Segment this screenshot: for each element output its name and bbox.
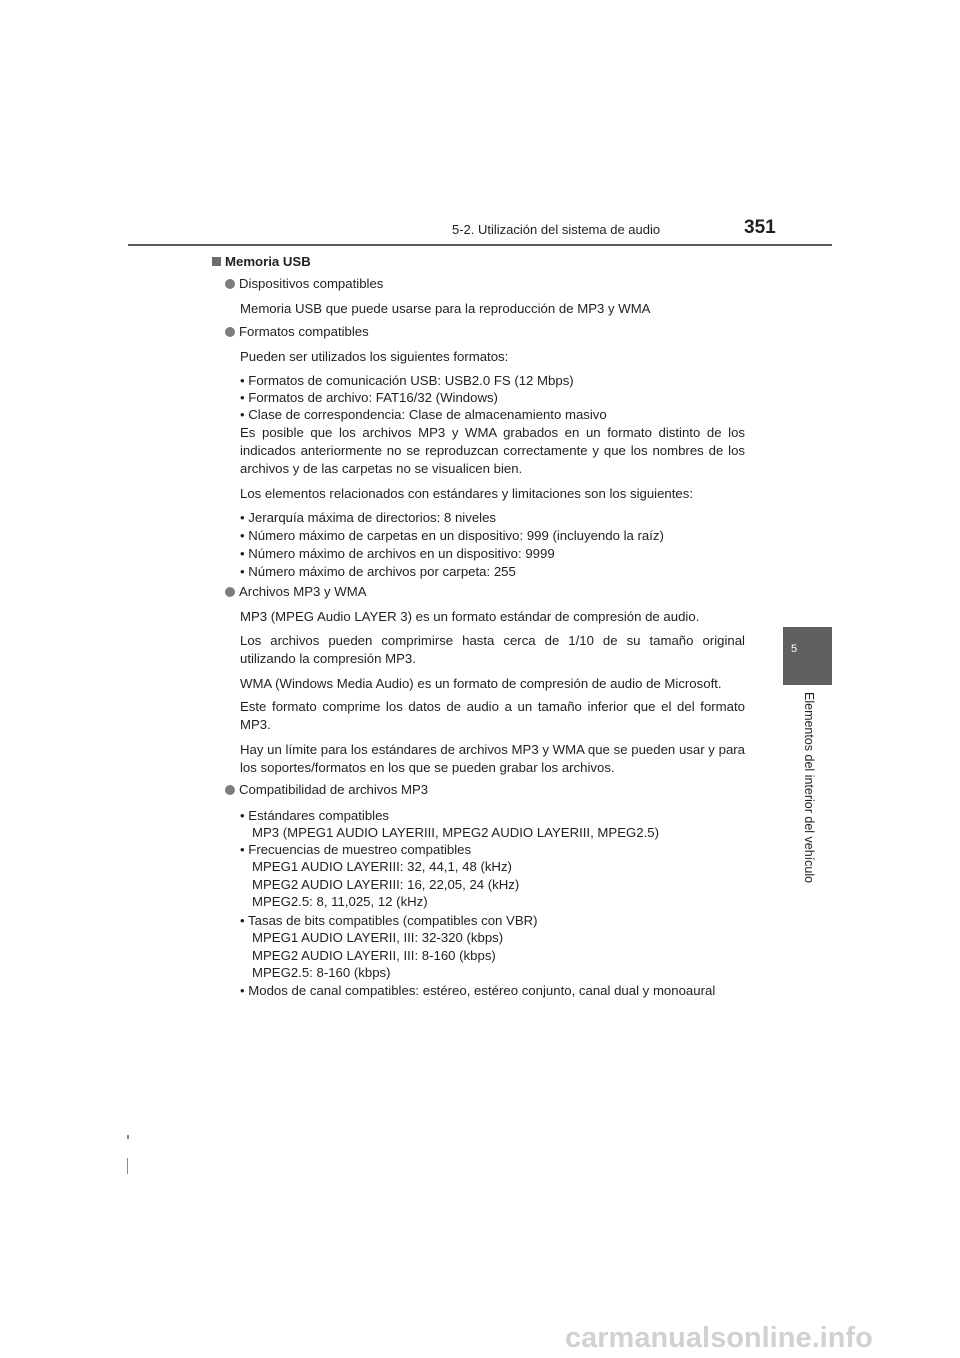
chapter-tab xyxy=(783,627,832,685)
subheading-mp3-wma: Archivos MP3 y WMA xyxy=(225,584,367,599)
list-item: • Número máximo de archivos en un dispositivo: 9999 xyxy=(240,546,555,561)
square-bullet-icon xyxy=(212,257,221,266)
list-subitem: MPEG1 AUDIO LAYERII, III: 32-320 (kbps) xyxy=(252,930,504,945)
paragraph: Los archivos pueden comprimirse hasta cerca de 1/10 de su tamaño original utilizando la compresión MP3. xyxy=(240,633,745,666)
crop-mark xyxy=(127,1158,128,1174)
list-item: • Número máximo de archivos por carpeta: 255 xyxy=(240,564,516,579)
list-item: • Tasas de bits compatibles (compatibles con VBR) xyxy=(240,913,538,928)
paragraph: WMA (Windows Media Audio) es un formato de compresión de audio de Microsoft. xyxy=(240,676,722,691)
subheading-devices: Dispositivos compatibles xyxy=(225,276,383,291)
list-item: • Estándares compatibles xyxy=(240,808,390,823)
page-number: 351 xyxy=(744,217,776,238)
section-heading: Memoria USB xyxy=(212,254,311,269)
paragraph: Es posible que los archivos MP3 y WMA grabados en un formato distinto de los indicados anteriormente no se reproduzcan correctamente y que los nombres de los archivos y de las carpetas no se visualicen bien. xyxy=(240,425,745,476)
section-title: 5-2. Utilización del sistema de audio xyxy=(452,222,661,237)
list-subitem: MPEG2 AUDIO LAYERIII: 16, 22,05, 24 (kHz) xyxy=(252,877,520,892)
paragraph: Pueden ser utilizados los siguientes formatos: xyxy=(240,349,509,364)
list-item: • Modos de canal compatibles: estéreo, estéreo conjunto, canal dual y monoaural xyxy=(240,983,716,998)
list-item: • Formatos de comunicación USB: USB2.0 FS (12 Mbps) xyxy=(240,373,574,388)
round-bullet-icon xyxy=(225,785,235,795)
header-divider xyxy=(128,244,832,246)
round-bullet-icon xyxy=(225,279,235,289)
list-subitem: MP3 (MPEG1 AUDIO LAYERIII, MPEG2 AUDIO LAYERIII, MPEG2.5) xyxy=(252,825,659,840)
list-item: • Formatos de archivo: FAT16/32 (Windows) xyxy=(240,390,498,405)
paragraph: Memoria USB que puede usarse para la reproducción de MP3 y WMA xyxy=(240,301,651,316)
paragraph: MP3 (MPEG Audio LAYER 3) es un formato estándar de compresión de audio. xyxy=(240,609,700,624)
list-item: • Número máximo de carpetas en un dispositivo: 999 (incluyendo la raíz) xyxy=(240,528,664,543)
round-bullet-icon xyxy=(225,327,235,337)
list-subitem: MPEG2.5: 8-160 (kbps) xyxy=(252,965,391,980)
subheading-formats: Formatos compatibles xyxy=(225,324,369,339)
round-bullet-icon xyxy=(225,587,235,597)
watermark-logo xyxy=(565,1320,955,1356)
list-subitem: MPEG1 AUDIO LAYERIII: 32, 44,1, 48 (kHz) xyxy=(252,859,512,874)
list-item: • Clase de correspondencia: Clase de almacenamiento masivo xyxy=(240,407,607,422)
svg-text:carmanualsonline.info: carmanualsonline.info xyxy=(565,1322,873,1354)
chapter-number: 5 xyxy=(791,643,798,655)
paragraph: Hay un límite para los estándares de archivos MP3 y WMA que se pueden usar y para los soportes/formatos en los que se pueden grabar los archivos. xyxy=(240,742,745,775)
list-subitem: MPEG2 AUDIO LAYERII, III: 8-160 (kbps) xyxy=(252,948,496,963)
list-item: • Jerarquía máxima de directorios: 8 niveles xyxy=(240,510,497,525)
paragraph: Este formato comprime los datos de audio a un tamaño inferior que el del formato MP3. xyxy=(240,699,745,732)
list-subitem: MPEG2.5: 8, 11,025, 12 (kHz) xyxy=(252,894,428,909)
chapter-title: Elementos del interior del vehículo xyxy=(802,692,816,884)
list-item: • Frecuencias de muestreo compatibles xyxy=(240,842,472,857)
crop-mark xyxy=(127,1135,129,1139)
subheading-mp3-compat: Compatibilidad de archivos MP3 xyxy=(225,782,428,797)
paragraph: Los elementos relacionados con estándares y limitaciones son los siguientes: xyxy=(240,486,694,501)
